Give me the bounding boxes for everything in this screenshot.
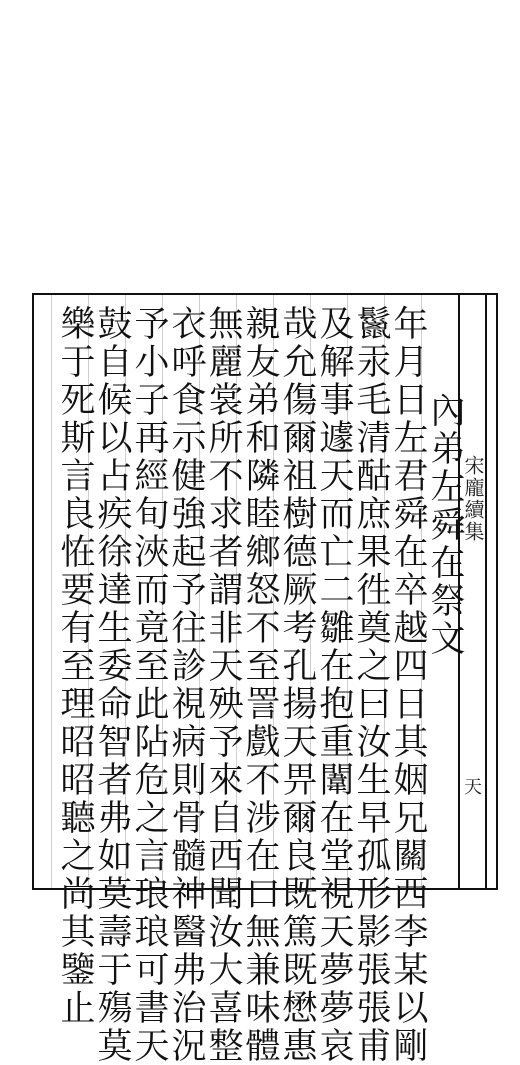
margin-title: 宋龐續集 — [461, 455, 485, 543]
text-column: 親友弟和隣睦鄉怒不至詈戲不涉在口無兼味體 — [240, 305, 280, 1065]
text-column-title: 內弟左舜在祭文 — [425, 392, 465, 658]
margin-mark: 天 — [464, 777, 482, 798]
text-column: 哉允傷爾祖樹德厥考孔揚天畀爾良既篤既懋惠 — [277, 305, 317, 1065]
text-column: 及解事遽天而亡二雛在抱重闈在堂視天夢夢哀 — [314, 305, 354, 1065]
text-column: 鼓自候以占疾徐達生委命智者弗如莫壽于殤莫 — [92, 305, 132, 1065]
text-column: 年月日左君舜在卒越四日其姻兄關西李某以剛 — [388, 305, 428, 1065]
text-column: 無麗裳所不求者謂非天殃予來自西聞汝大喜整 — [203, 305, 243, 1065]
column-rule — [51, 295, 52, 888]
text-column: 衣呼食示健強起予往診視病則骨髓神醫弗治況 — [166, 305, 206, 1065]
text-column: 鬣汞毛清酤庶果徃奠之曰汝生早孤形影張張甫 — [351, 305, 391, 1065]
text-column: 樂于死斯言良恠要有至理昭昭聽之尚其鑒止 — [55, 305, 95, 1027]
text-column: 予小子再經旬浹而竟至此阽危之言琅琅可書天 — [129, 305, 169, 1065]
frame-outer-rule — [485, 293, 487, 890]
